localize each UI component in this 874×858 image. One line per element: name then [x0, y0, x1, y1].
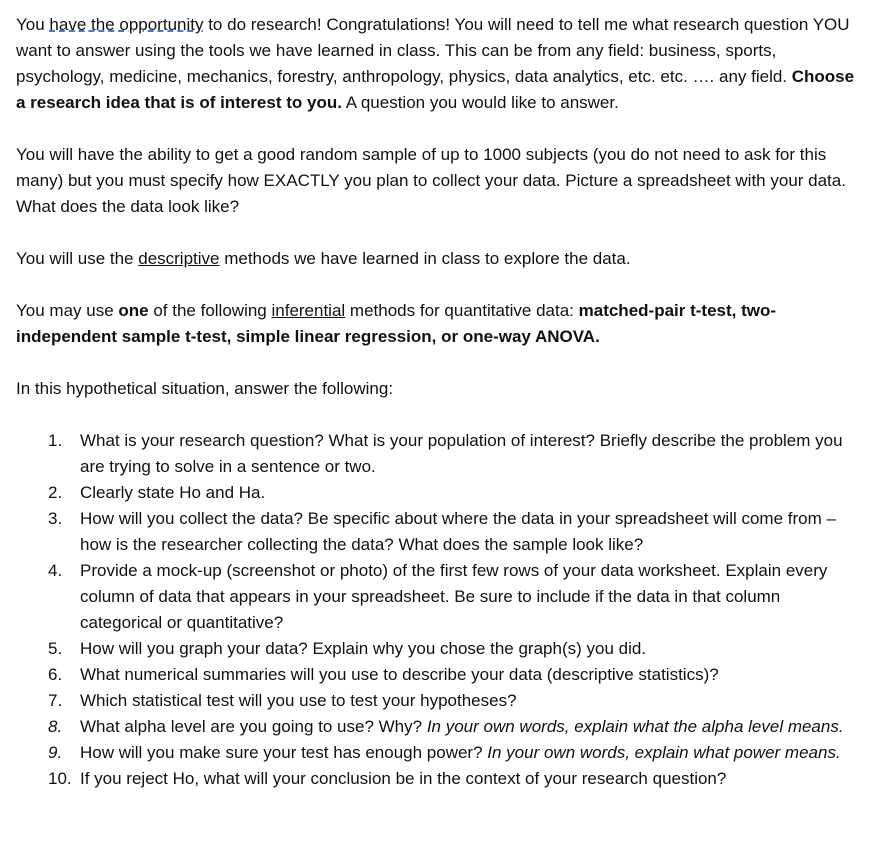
question-item — [16, 558, 864, 636]
question-text: How will you collect the data? Be specific about where the data in your spreadsheet will come from – how is the researcher collecting the data? What does the sample look like? — [80, 509, 836, 554]
question-item — [16, 714, 864, 740]
assignment-document — [16, 12, 864, 792]
question-item — [16, 428, 864, 480]
inferential-text-b: of the following — [148, 301, 272, 320]
descriptive-paragraph — [16, 246, 864, 272]
inferential-underlined: inferential — [271, 301, 346, 320]
inferential-methods-list: matched-pair t-test, two-independent sample t-test, simple linear regression, or one-way ANOVA. — [16, 301, 777, 346]
question-text: How will you make sure your test has enough power? — [80, 743, 488, 762]
question-text: How will you graph your data? Explain why you chose the graph(s) you did. — [80, 639, 647, 658]
descriptive-text-start: You will use the — [16, 249, 139, 268]
descriptive-underlined: descriptive — [138, 249, 220, 268]
sample-paragraph: You will have the ability to get a good random sample of up to 1000 subjects (you do not need to ask for this many) but you must specify how EXACTLY you plan to collect your data. Picture a spreadsheet with your data. What does the data look like? — [16, 145, 846, 216]
question-number: 2. — [48, 483, 63, 502]
question-item — [16, 506, 864, 558]
intro-text-end: A question you would like to answer. — [341, 93, 619, 112]
question-number: 5. — [48, 639, 63, 658]
intro-marked-phrase: have the opportunity — [49, 15, 204, 34]
question-italic-note: In your own words, explain what the alpha level means. — [426, 717, 844, 736]
question-text: What numerical summaries will you use to describe your data (descriptive statistics)? — [80, 665, 719, 684]
situation-paragraph: In this hypothetical situation, answer the following: — [16, 379, 394, 398]
question-number: 6. — [48, 665, 63, 684]
intro-text-start: You — [16, 15, 50, 34]
question-number: 8. — [48, 717, 63, 736]
question-number: 10. — [48, 769, 72, 788]
question-text: Which statistical test will you use to test your hypotheses? — [80, 691, 517, 710]
question-item — [16, 480, 864, 506]
question-text: If you reject Ho, what will your conclusion be in the context of your research question? — [80, 769, 727, 788]
question-text: What is your research question? What is your population of interest? Briefly describe the problem you are trying to solve in a sentence or two. — [80, 431, 843, 476]
question-item — [16, 662, 864, 688]
question-number: 7. — [48, 691, 63, 710]
question-number: 9. — [48, 743, 63, 762]
question-number: 4. — [48, 561, 63, 580]
descriptive-text-end: methods we have learned in class to explore the data. — [219, 249, 631, 268]
question-item — [16, 766, 864, 792]
question-number: 3. — [48, 509, 63, 528]
inferential-bold-one: one — [118, 301, 149, 320]
question-item — [16, 740, 864, 766]
question-text: What alpha level are you going to use? Why? — [80, 717, 427, 736]
question-item — [16, 636, 864, 662]
question-text: Provide a mock-up (screenshot or photo) of the first few rows of your data worksheet. Explain every column of data that appears in your spreadsheet. Be sure to include if the data in that column categorical or quantitative? — [80, 561, 828, 632]
question-italic-note: In your own words, explain what power means. — [487, 743, 841, 762]
inferential-text-a: You may use — [16, 301, 119, 320]
intro-text-middle: to do research! Congratulations! You will need to tell me what research question YOU want to answer using the tools we have learned in class. This can be from any field: business, sports, psychology, medicine, mechanics, forestry, anthropology, physics, data analytics, etc. etc. …. any field. — [16, 15, 850, 86]
question-text: Clearly state Ho and Ha. — [80, 483, 266, 502]
inferential-paragraph — [16, 298, 864, 350]
question-item — [16, 688, 864, 714]
question-number: 1. — [48, 431, 63, 450]
questions-list — [16, 428, 864, 792]
intro-bold-instruction: Choose a research idea that is of interest to you. — [16, 67, 855, 112]
intro-paragraph — [16, 12, 864, 116]
inferential-text-c: methods for quantitative data: — [345, 301, 579, 320]
